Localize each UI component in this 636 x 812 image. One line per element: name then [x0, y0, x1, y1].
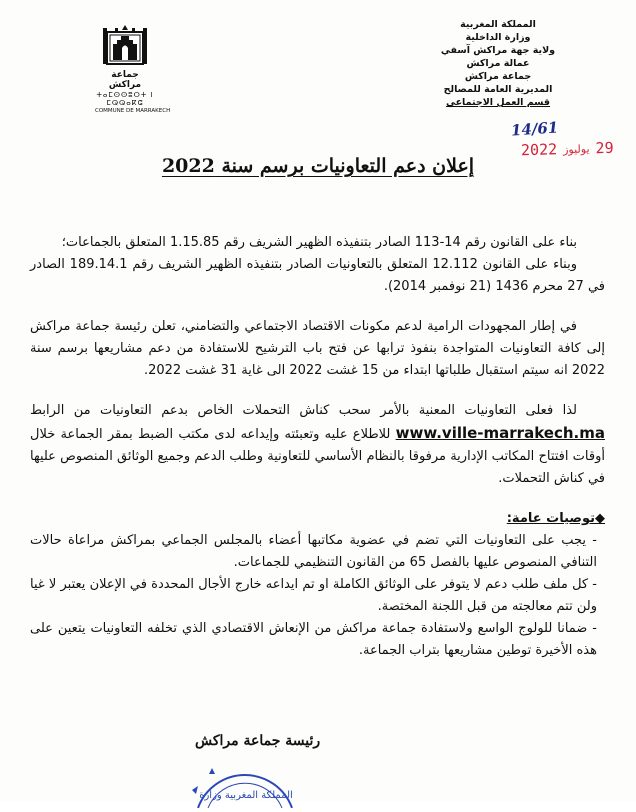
marrakech-emblem-icon [101, 24, 149, 68]
admin-line: المديرية العامة للمصالح [443, 84, 553, 95]
admin-line: المملكة المغربية [460, 19, 536, 30]
announcement-paragraph: في إطار المجهودات الرامية لدعم مكونات الاقتصاد الاجتماعي والتضامني، تعلن رئيسة جماعة مراكش إلى كافة التعاونيات المتواجدة بنفوذ ترابها عن فتح باب الترشيح للاستفادة من دعم مشاريعها برسم سنة 2022 انه سيتم استقبال طلباتها ابتداء من 15 غشت 2022 الى غاية 31 غشت 2022. [30, 319, 605, 378]
department-name: قسم العمل الاجتماعي [445, 97, 551, 108]
date-stamp-month: يوليوز [563, 141, 591, 156]
seal-text: المملكة المغربية وزارة [199, 790, 293, 801]
date-stamp-year: 2022 [521, 140, 558, 160]
logo-arabic-text: جماعة مراكش [108, 70, 142, 90]
preamble-paragraph: بناء على القانون رقم 14-113 الصادر بتنفيذه الظهير الشريف رقم 1.15.85 المتعلق بالجماعات؛ [61, 235, 577, 250]
recommendation-item: - كل ملف طلب دعم لا يتوفر على الوثائق الكاملة او تم ايداعه خارج الأجال المحددة في الإعلان يعتبر لا غيا ولن تتم معالجته من قبل اللجنة المختصة. [30, 577, 597, 614]
website-link[interactable]: www.ville-marrakech.ma [395, 424, 605, 442]
admin-line: وزارة الداخلية [465, 32, 531, 43]
administrative-header [428, 18, 568, 109]
logo-tifinagh-text: ⵜⴰⵎⵙⵙⵓⵔⵜ ⵏ ⵎⵕⵕⴰⴽⵛ [96, 91, 154, 107]
preamble-paragraph: وبناء على القانون 12.112 المتعلق بالتعاونيات الصادر بتنفيذه الظهير الشريف رقم 189.14.1 الصادر في 27 محرم 1436 (21 نوفمبر 2014). [30, 257, 605, 294]
document-body [30, 232, 605, 662]
document-title: إعلان دعم التعاونيات برسم سنة 2022 [161, 155, 475, 177]
seal-stamp-icon [190, 758, 300, 808]
recommendation-item: - ضمانا للولوج الواسع ولاستفادة جماعة مراكش من الإنعاش الاقتصادي الذي تخلفه التعاونيات يتعين على هذه الأخيرة توطين مشاريعها بتراب الجماعة. [30, 621, 597, 658]
recommendation-item: - يجب على التعاونيات التي تضم في عضوية مكاتبها أعضاء بالمجلس الجماعي بمراكش مراعاة حالات التنافي المنصوص عليها بالفصل 65 من القانون التنظيمي للجماعات. [30, 533, 597, 570]
logo-french-text: COMMUNE DE MARRAKECH [95, 108, 171, 114]
signature-title: رئيسة جماعة مراكش [195, 733, 321, 749]
admin-line: جماعة مراكش [464, 71, 532, 82]
instructions-after-url: للاطلاع عليه وتعبئته وإيداعه لدى مكتب الضبط بمقر الجماعة خلال أوقات افتتاح المكاتب الإدارية مرفوقا بالنظام الأساسي للتعاونية وطلب الدعم وجميع الوثائق المنصوص عليها في كناش التحملات. [30, 427, 605, 486]
instructions-before-url: لذا فعلى التعاونيات المعنية بالأمر سحب كناش التحملات الخاص بدعم التعاونيات من الرابط [30, 403, 577, 418]
admin-line: عمالة مراكش [466, 58, 530, 69]
instructions-paragraph [30, 400, 605, 490]
reference-number: 14/61 [510, 118, 559, 140]
official-seal [190, 758, 300, 812]
date-stamp-day: 29 [595, 138, 615, 158]
commune-logo [95, 24, 171, 114]
bullet-diamond-icon: ◆ [595, 511, 605, 526]
recommendations-heading: ◆توصيات عامة: [506, 511, 605, 526]
admin-line: ولاية جهة مراكش آسفي [440, 45, 556, 56]
